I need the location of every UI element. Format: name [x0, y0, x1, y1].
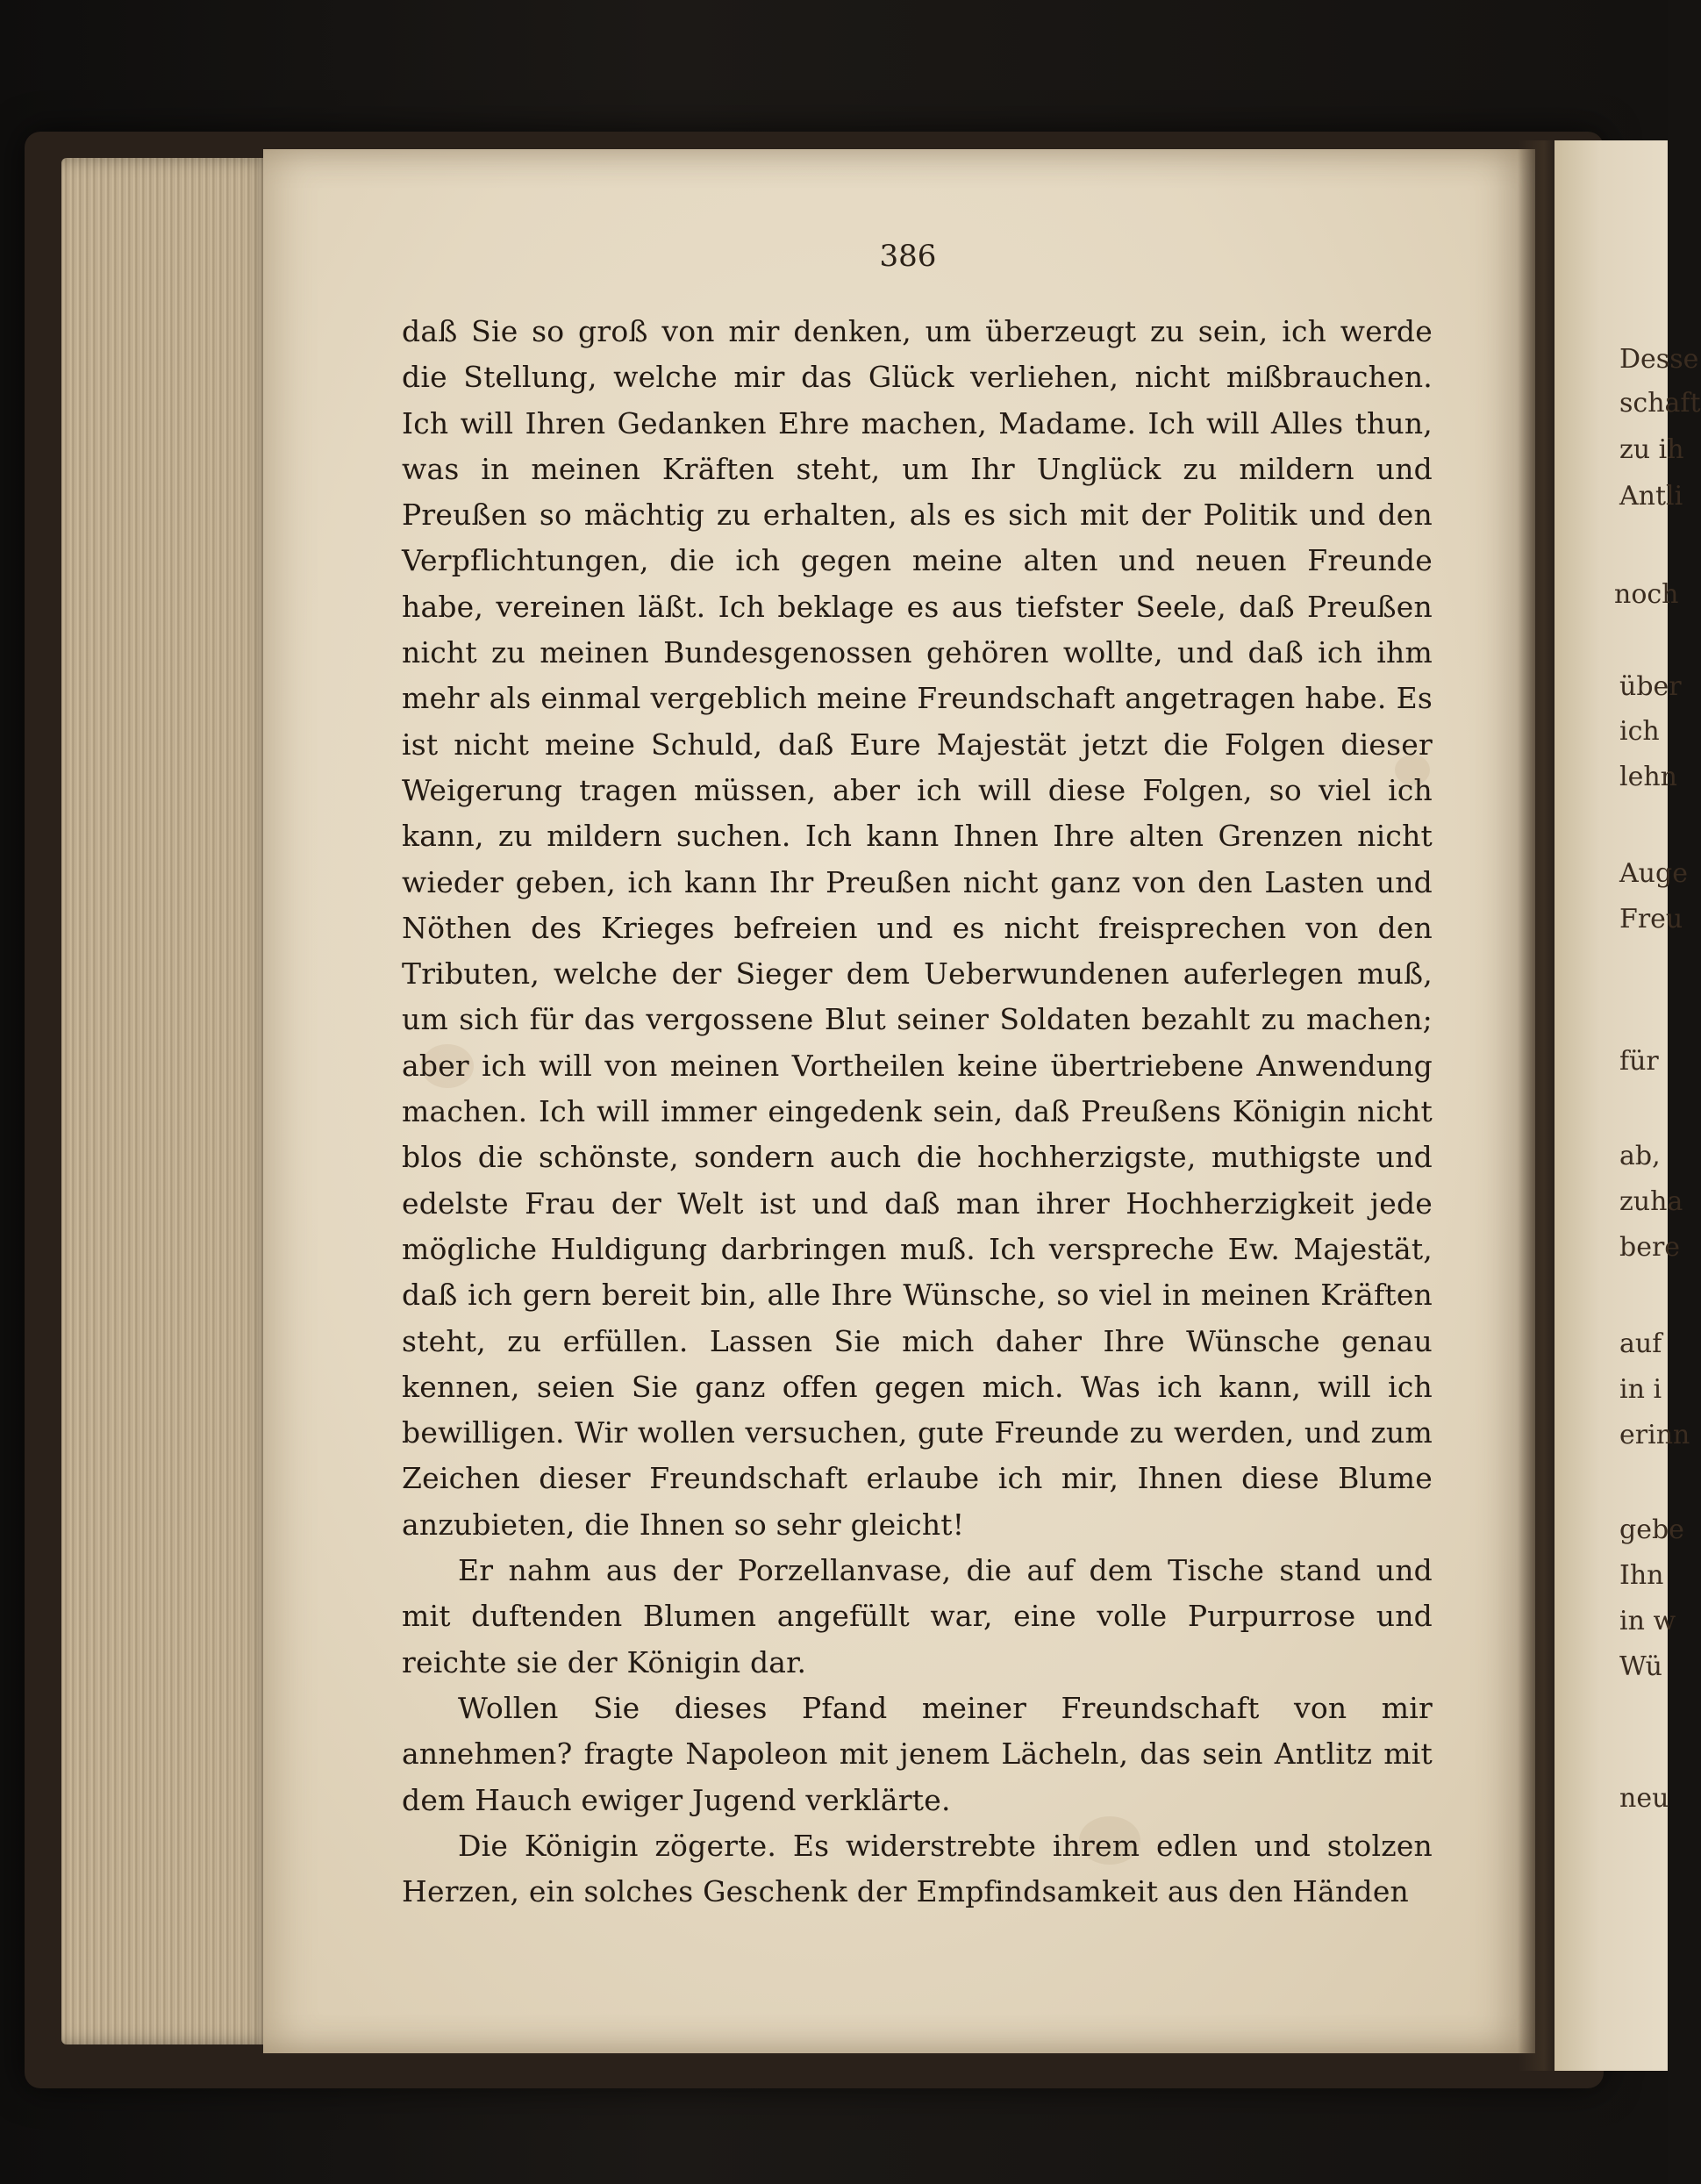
next-page-fragment: in i [1619, 1374, 1662, 1405]
next-page-fragment: ich [1619, 716, 1660, 747]
next-page-fragment: neu [1619, 1783, 1669, 1814]
next-page-fragment: gebe [1619, 1514, 1684, 1545]
page-edges [61, 158, 272, 2044]
next-page-fragment: erinn [1619, 1420, 1690, 1450]
page-number: 386 [879, 239, 937, 274]
next-page-fragment: noch [1614, 579, 1679, 610]
next-page-fragment: Freu [1619, 904, 1683, 934]
next-page-fragment: ab, [1619, 1141, 1661, 1171]
paragraph: Er nahm aus der Porzellanvase, die auf dem Tische stand und mit duftenden Blumen angefüllt war, eine volle Purpurrose und reichte sie der Königin dar. [402, 1553, 1433, 1679]
next-page-fragment: zuha [1619, 1186, 1683, 1217]
next-page-fragment: bere [1619, 1232, 1681, 1263]
next-page-fragment: Antli [1619, 481, 1683, 512]
next-page-fragment: für [1619, 1046, 1659, 1077]
next-page-fragment: zu ih [1619, 434, 1684, 465]
next-page-fragment: über [1619, 671, 1682, 702]
next-page-fragment: Wü [1619, 1651, 1662, 1682]
page-text [402, 309, 1433, 1915]
next-page-edge [1554, 140, 1701, 2071]
next-page-fragment: Ihn [1619, 1560, 1664, 1591]
next-page-fragment: Desse [1619, 344, 1699, 375]
next-page-fragment: lehn [1619, 762, 1677, 792]
next-page-fragment: in w [1619, 1606, 1676, 1636]
next-page-fragment: Auge [1619, 858, 1688, 889]
paragraph: daß Sie so groß von mir denken, um überzeugt zu sein, ich werde die Stellung, welche mir das Glück verliehen, nicht mißbrauchen. Ich will Ihren Gedanken Ehre machen, Madame. Ich will Alles thun, was in meinen Kräften steht, um Ihr Unglück zu mildern und Preußen so mächtig zu erhalten, als es sich mit der Politik und den Verpflichtungen, die ich gegen meine alten und neuen Freunde habe, vereinen läßt. Ich beklage es aus tiefster Seele, daß Preußen nicht zu meinen Bundesgenossen gehören wollte, und daß ich ihm mehr als einmal vergeblich meine Freundschaft angetragen habe. Es ist nicht meine Schuld, daß Eure Majestät jetzt die Folgen dieser Weigerung tragen müssen, aber ich will diese Folgen, so viel ich kann, zu mildern suchen. Ich kann Ihnen Ihre alten Grenzen nicht wieder geben, ich kann Ihr Preußen nicht ganz von den Lasten und Nöthen des Krieges befreien und es nicht freisprechen von den Tributen, welche der Sieger dem Ueberwundenen auferlegen muß, um sich für das vergossene Blut seiner Soldaten bezahlt zu machen; aber ich will von meinen Vortheilen keine übertriebene Anwendung machen. Ich will immer eingedenk sein, daß Preußens Königin nicht blos die schönste, sondern auch die hochherzigste, muthigste und edelste Frau der Welt ist und daß man ihrer Hochherzigkeit jede mögliche Huldigung darbringen muß. Ich verspreche Ew. Majestät, daß ich gern bereit bin, alle Ihre Wünsche, so viel in meinen Kräften steht, zu erfüllen. Lassen Sie mich daher Ihre Wünsche genau kennen, seien Sie ganz offen gegen mich. Was ich kann, will ich bewilligen. Wir wollen versuchen, gute Freunde zu werden, und zum Zeichen dieser Freundschaft erlaube ich mir, Ihnen diese Blume anzubieten, die Ihnen so sehr gleicht! [402, 314, 1433, 1542]
next-page-fragment: auf [1619, 1328, 1662, 1359]
paragraph: Die Königin zögerte. Es widerstrebte ihrem edlen und stolzen Herzen, ein solches Geschenk der Empfindsamkeit aus den Händen [402, 1828, 1433, 1909]
next-page-fragment: schaft [1619, 388, 1701, 419]
paragraph: Wollen Sie dieses Pfand meiner Freundschaft von mir annehmen? fragte Napoleon mit jenem Lächeln, das sein Antlitz mit dem Hauch ewiger Jugend verklärte. [402, 1690, 1433, 1817]
